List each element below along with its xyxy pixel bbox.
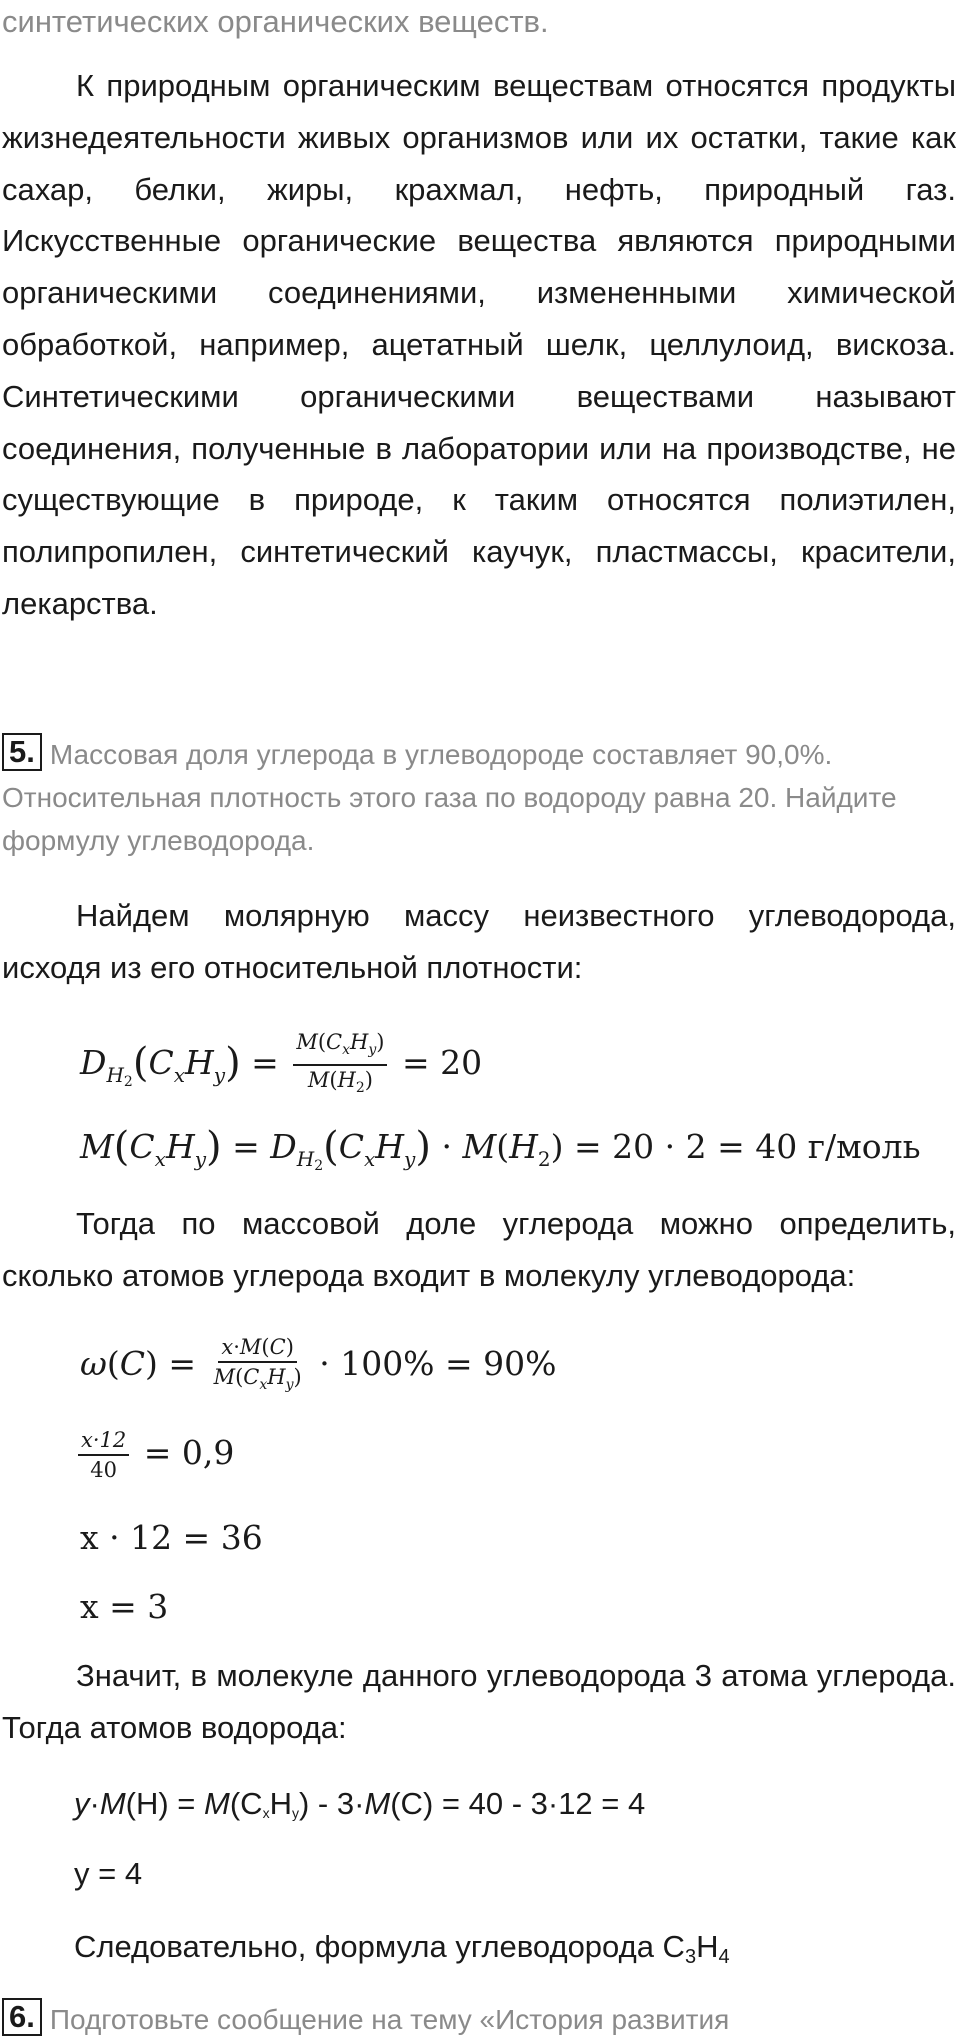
equation-2-result: = 20 · 2 = 40 г/моль xyxy=(574,1127,921,1166)
task-5-number: 5. xyxy=(2,733,42,771)
equation-relative-density: $D_{H_2}(C_xH_y)$ = $\frac{M(C_xH_y)}{M(H_2)}$ = 20 xyxy=(80,1030,482,1104)
equation-1-result: = 20 xyxy=(401,1043,483,1083)
equation-molar-mass: $M(C_xH_y) = D_{H_2}(C_xH_y) \cdot M(H_2) = 20 \cdot 2 = 40$ г/моль xyxy=(80,1124,921,1174)
fraction-ratio: $\frac{x\cdot 12}{40}$ xyxy=(78,1428,129,1482)
fraction-mass-fraction: $\frac{x\cdot M(C)}{M(C_xH_y)}$ xyxy=(213,1335,302,1394)
solution-intro: Найдем молярную массу неизвестного углеводорода, исходя из его относительной плотности: xyxy=(2,898,956,985)
task-6 xyxy=(2,1998,956,2041)
paragraph-organic-substances: К природным органическим веществам относятся продукты жизнедеятельности живых организмов или их остатки, такие как сахар, белки, жиры, крахмал, нефть, природный газ. Искусственные органические вещества являются природными органическими соединениями, измененными химической обработкой, например, ацетатный шелк, целлулоид, вискоза. Синтетическими органическими веществами называют соединения, полученные в лаборатории или на производстве, не существующие в природе, к таким относятся полиэтилен, полипропилен, синтетический каучук, пластмассы, красители, лекарства. xyxy=(2,68,956,621)
equation-ratio xyxy=(78,1428,234,1482)
solution-paragraph-3: Значит, в молекуле данного углеводорода 3 атома углерода. Тогда атомов водорода: xyxy=(2,1658,956,1745)
equation-4-result: = 0,9 xyxy=(143,1433,235,1472)
task-6-text: Подготовьте сообщение на тему «История развития xyxy=(49,2004,730,2035)
task-5-text: Массовая доля углерода в углеводороде составляет 90,0%. Относительная плотность этого газа по водороду равна 20. Найдите формулу углеводорода. xyxy=(2,739,897,856)
equation-7-tail: (C) = 40 - 3·12 = 4 xyxy=(390,1786,646,1821)
equation-mass-fraction: ω(C) = $\frac{x\cdot M(C)}{M(C_xH_y)}$ · 100% = 90% xyxy=(80,1335,557,1397)
equation-3-result: · 100% = 90% xyxy=(319,1344,557,1384)
task-5 xyxy=(2,733,956,862)
equation-y-value: y = 4 xyxy=(74,1856,143,1891)
equation-x-value: x = 3 xyxy=(80,1587,169,1626)
equation-hydrogen-mass: y·M(H) = M(CxHy) - 3·M(C) = 40 - 3·12 = 4 xyxy=(74,1786,646,1821)
conclusion-text: Следовательно, формула углеводорода C xyxy=(74,1929,685,1964)
conclusion: Следовательно, формула углеводорода C3H4 xyxy=(74,1929,730,1968)
fraction-molar-mass: $\frac{M(C_xH_y)}{M(H_2)}$ xyxy=(293,1030,387,1100)
task-6-number: 6. xyxy=(2,1998,42,2036)
equation-x-times-12: x · 12 = 36 xyxy=(80,1518,263,1557)
solution-paragraph-2: Тогда по массовой доле углерода можно определить, сколько атомов углерода входит в молекулу углеводорода: xyxy=(2,1206,956,1293)
top-line: синтетических органических веществ. xyxy=(2,4,549,39)
